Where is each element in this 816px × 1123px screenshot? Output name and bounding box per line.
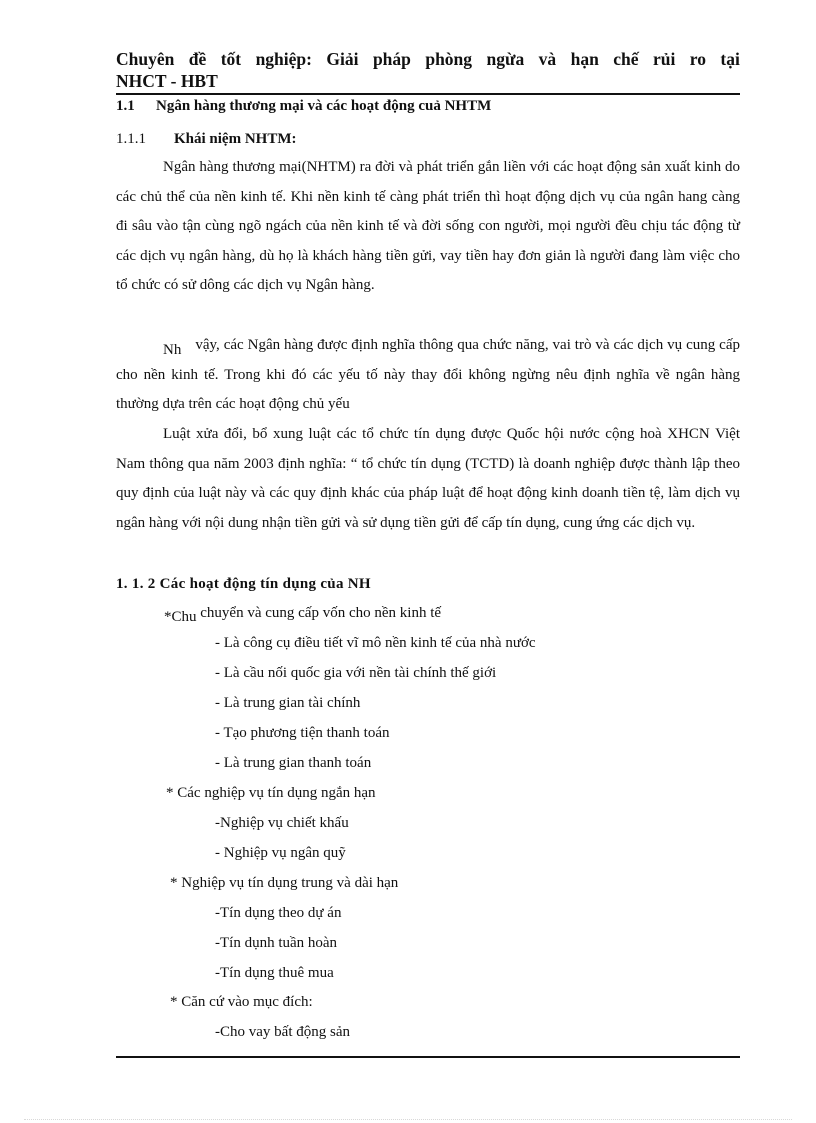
list-item: -Nghiệp vụ chiết khấu — [215, 815, 349, 831]
header-word: tốt — [220, 49, 242, 69]
document-header — [116, 48, 740, 95]
paragraph-prefix: Nh — [163, 342, 182, 358]
section-heading-1-1-2 — [116, 576, 371, 593]
header-line-2: NHCT - HBT — [116, 71, 218, 91]
section-title: Ngân hàng thương mại và các hoạt động cuả NHTM — [156, 98, 492, 114]
header-word: rủi — [652, 49, 676, 69]
header-word: phòng — [425, 49, 473, 69]
paragraph-2 — [116, 331, 740, 420]
header-word: nghiệp: — [255, 49, 312, 69]
list-item: - Tạo phương tiện thanh toán — [215, 725, 390, 741]
list-item: -Tín dụng thuê mua — [215, 965, 334, 981]
header-line-1 — [116, 48, 740, 70]
header-word: pháp — [372, 49, 411, 69]
list-item: - Nghiệp vụ ngân quỹ — [215, 845, 346, 861]
paragraph-1 — [116, 153, 740, 301]
list-group-heading: * Căn cứ vào mục đích: — [170, 994, 313, 1010]
paragraph-text: Ngân hàng thương mại(NHTM) ra đời và phát triển gắn liền với các hoạt động sản xuất kinh do các chủ thể của nền kinh tế. Khi nền kinh tế càng phát triển thì hoạt động dịch vụ của ngân hang càng đi sâu vào tận cùng ngõ ngách của nền kinh tế và đời sống con người, mọi người đều chịu tác động từ các dịch vụ ngân hàng, dù họ là khách hàng tiền gửi, vay tiền hay đơn giản là người đang làm việc cho tổ chức có sử dông các dịch vụ Ngân hàng. — [116, 159, 740, 294]
header-word: Chuyên — [116, 49, 175, 69]
list-item: - Là trung gian thanh toán — [215, 755, 372, 771]
list-group-heading — [164, 605, 442, 625]
list-group-prefix: *Chu — [164, 609, 197, 625]
list-item: - Là cầu nối quốc gia với nền tài chính thế giới — [215, 665, 497, 681]
header-word: và — [538, 49, 557, 69]
paragraph-text: vậy, các Ngân hàng được định nghĩa thông qua chức năng, vai trò và các dịch vụ cung cấp cho nền kinh tế. Trong khi đó các yếu tố này thay đổi không ngừng nêu định nghĩa về ngân hàng thường dựa trên các hoạt động chủ yếu — [116, 337, 740, 413]
header-word: hạn — [570, 49, 599, 69]
section-title: 1. 1. 2 Các hoạt động tín dụng của NH — [116, 576, 371, 592]
list-group-text: chuyển và cung cấp vốn cho nền kinh tế — [200, 605, 442, 621]
list-group-heading: * Nghiệp vụ tín dụng trung và dài hạn — [170, 875, 399, 891]
paragraph-text: Luật xửa đổi, bổ xung luật các tổ chức tín dụng được Quốc hội nước cộng hoà XHCN Việt Nam thông qua năm 2003 định nghĩa: “ tổ chức tín dụng (TCTD) là doanh nghiệp được thành lập theo quy định của luật này và các quy định khác của pháp luật để hoạt động kinh doanh tiền tệ, làm dịch vụ ngân hàng với nội dung nhận tiền gửi và sử dụng tiền gửi để cấp tín dụng, cung ứng các dịch vụ. — [116, 426, 740, 531]
list-item: -Tín dụnh tuần hoàn — [215, 935, 338, 951]
header-word: đề — [188, 49, 207, 69]
header-word: tại — [720, 49, 740, 69]
header-word: ro — [689, 49, 706, 69]
list-group-heading: * Các nghiệp vụ tín dụng ngắn hạn — [166, 785, 376, 801]
section-heading-1-1-1 — [116, 131, 297, 148]
list-item: -Tín dụng theo dự án — [215, 905, 342, 921]
section-title: Khái niệm NHTM: — [174, 131, 297, 147]
header-word: chế — [613, 49, 639, 69]
section-heading-1-1 — [116, 98, 491, 115]
footer-rule — [116, 1056, 740, 1058]
section-number: 1.1.1 — [116, 131, 146, 147]
list-item: -Cho vay bất động sản — [215, 1024, 350, 1040]
section-number: 1.1 — [116, 98, 135, 114]
list-item: - Là trung gian tài chính — [215, 695, 361, 711]
list-item: - Là công cụ điều tiết vĩ mô nền kinh tế của nhà nước — [215, 635, 536, 651]
header-word: Giải — [326, 49, 359, 69]
header-word: ngừa — [486, 49, 525, 69]
paragraph-3 — [116, 420, 740, 538]
